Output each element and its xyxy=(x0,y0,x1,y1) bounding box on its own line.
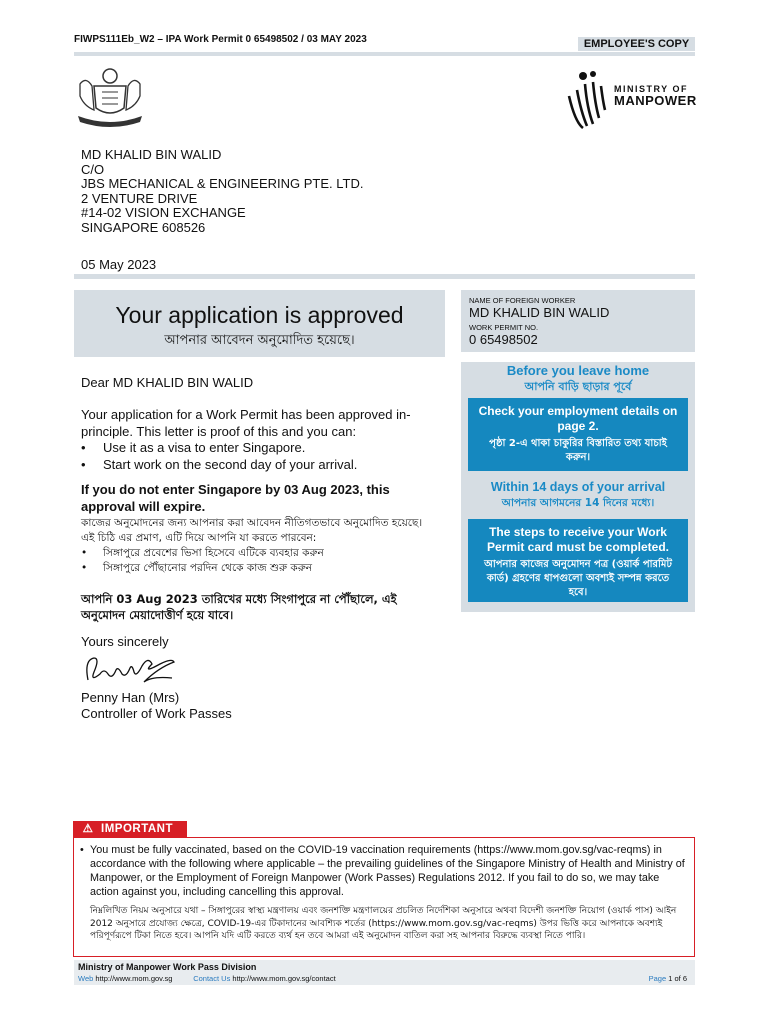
next-steps-heading-bengali: আপনি বাড়ি ছাড়ার পূর্বে xyxy=(524,380,632,393)
web-label: Web xyxy=(78,974,94,983)
address-line: C/O xyxy=(81,161,105,177)
worker-details-box xyxy=(461,290,695,352)
warning-icon: ⚠ xyxy=(82,823,94,835)
letter-date: 05 May 2023 xyxy=(81,257,157,272)
next-steps-heading: Before you leave home xyxy=(506,363,650,378)
closing: Yours sincerely xyxy=(81,634,169,649)
permit-number-label: WORK PERMIT NO. xyxy=(469,323,539,332)
recipient-address xyxy=(81,148,363,236)
approval-paragraph-bengali xyxy=(81,516,433,576)
web-link[interactable]: http://www.mom.gov.sg xyxy=(95,974,173,983)
list-item: • Use it as a visa to enter Singapore. xyxy=(81,440,433,457)
signature xyxy=(82,650,178,688)
permit-card-steps-text-bengali: আপনার কাজের অনুমোদন পত্র (ওয়ার্ক পারমিট কার্ড) গ্রহণের ধাপগুলো অবশ্যই সম্পন্ন করতে হবে। xyxy=(484,559,672,598)
expiry-warning: If you do not enter Singapore by 03 Aug 2023, this approval will expire. xyxy=(81,482,390,514)
worker-name-label: NAME OF FOREIGN WORKER xyxy=(469,296,576,305)
permissions-list-bengali xyxy=(81,546,433,576)
list-item: • সিঙ্গাপুরে পৌঁছানোর পরদিন থেকে কাজ শুরু করুন xyxy=(81,561,433,576)
page-label: Page xyxy=(648,974,667,983)
permit-card-steps-text: The steps to receive your Work Permit card must be completed. xyxy=(486,525,670,554)
ministry-name-line2: MANPOWER xyxy=(614,93,697,108)
list-item: • সিঙ্গাপুরে প্রবেশের ভিসা হিসেবে এটিকে ব্যবহার করুন xyxy=(81,546,433,561)
arrival-deadline-text-bengali: আপনার আগমনের 14 দিনের মধ্যে। xyxy=(501,497,655,509)
vaccination-notice: • You must be fully vaccinated, based on the COVID-19 vaccination requirements (https://www.mom.gov.sg/vac-reqms) in accordance with the following where applicable – the prevailing guidelines of the Singapore Ministry of Health and Ministry of Manpower, or the Employment of Foreign Manpower (Work Passes) Regulations 2012. If you fail to do so, we may take action against you, including cancelling this approval. xyxy=(80,843,686,899)
worker-name: MD KHALID BIN WALID xyxy=(469,305,610,320)
singapore-crest-logo xyxy=(72,66,148,128)
document-reference: FIWPS111Eb_W2 – IPA Work Permit 0 65498502 / 03 MAY 2023 xyxy=(74,34,367,45)
copy-label: EMPLOYEE'S COPY xyxy=(578,37,695,51)
approval-subtitle-bengali: আপনার আবেদন অনুমোদিত হয়েছে। xyxy=(164,333,355,348)
expiry-warning-bengali: আপনি 03 Aug 2023 তারিখের মধ্যে সিংগাপুরে না পৌঁছালে, এই অনুমোদন মেয়াদোত্তীর্ণ হয়ে যাবে। xyxy=(81,592,397,622)
important-label: IMPORTANT xyxy=(101,823,174,835)
check-details-text-bengali: পৃষ্ঠা 2-এ থাকা চাকুরির বিস্তারিত তথ্য যাচাই করুন। xyxy=(489,438,667,463)
address-line: 2 VENTURE DRIVE xyxy=(81,190,198,206)
arrival-deadline-text: Within 14 days of your arrival xyxy=(490,480,666,494)
approval-title: Your application is approved xyxy=(115,302,404,328)
check-details-card xyxy=(468,398,688,471)
signer-title: Controller of Work Passes xyxy=(81,706,232,721)
address-line: #14-02 VISION EXCHANGE xyxy=(81,205,246,221)
greeting: Dear MD KHALID BIN WALID xyxy=(81,375,254,390)
top-divider xyxy=(74,52,695,56)
approval-banner xyxy=(74,290,445,357)
address-line: SINGAPORE 608526 xyxy=(81,219,206,235)
vaccination-notice-bengali: নিম্নলিখিত নিয়ম অনুসারে যথা – সিঙ্গাপুরের স্বাস্থ্য মন্ত্রণালয় এবং জনশক্তি মন্ত্রণালয়ের প্রচলিত নির্দেশিকা অনুসারে অথবা বিদেশী জনশক্তি নিয়োগ (ওয়ার্ক পাস) আইন 2012 অনুসারে প্রযোজ্য ক্ষেত্রে, COVID-19-এর টিকাদানের আবশ্যিক শর্তের (https://www.mom.gov.sg/vac-reqms) উপর ভিত্তি করে আপনাকে অবশ্যই পরিপূর্ণরূপে টিকা নিতে হবে। আপনি যদি এটি করতে ব্যর্থ হন তবে আমরা এই অনুমোদন বাতিল করা সহ আপনার বিরুদ্ধে ব্যবস্থা নিতে পারি। xyxy=(90,906,677,941)
arrival-deadline xyxy=(461,480,695,513)
check-details-text: Check your employment details on page 2. xyxy=(478,404,678,433)
next-steps-panel xyxy=(461,362,695,612)
list-item: • Start work on the second day of your arrival. xyxy=(81,457,433,474)
contact-label: Contact Us xyxy=(193,974,231,983)
signer-name: Penny Han (Mrs) xyxy=(81,690,180,705)
permit-card-steps-card xyxy=(468,519,688,602)
important-notice xyxy=(73,837,695,957)
ministry-name-line1: MINISTRY OF xyxy=(614,84,689,94)
address-line: JBS MECHANICAL & ENGINEERING PTE. LTD. xyxy=(81,176,364,192)
page-indicator xyxy=(649,974,687,983)
contact-link[interactable]: http://www.mom.gov.sg/contact xyxy=(232,974,336,983)
important-tab xyxy=(73,821,187,837)
approval-paragraph xyxy=(81,407,433,473)
approval-intro-bengali: কাজের অনুমোদনের জন্য আপনার করা আবেদন নীতিগতভাবে অনুমোদিত হয়েছে।এই চিঠি এর প্রমাণ, এটি দিয়ে আপনি যা করতে পারবেন: xyxy=(81,517,423,544)
footer xyxy=(74,960,695,985)
footer-links xyxy=(78,974,691,983)
approval-intro: Your application for a Work Permit has been approved in-principle. This letter is proof of this and you can: xyxy=(81,407,411,439)
page-number: 1 of 6 xyxy=(668,974,687,983)
permissions-list xyxy=(81,440,433,473)
ministry-name xyxy=(614,84,697,106)
footer-division: Ministry of Manpower Work Pass Division xyxy=(78,962,257,972)
middle-divider xyxy=(74,274,695,279)
permit-number: 0 65498502 xyxy=(469,332,538,347)
signer-block xyxy=(81,690,433,722)
address-line: MD KHALID BIN WALID xyxy=(81,147,222,162)
